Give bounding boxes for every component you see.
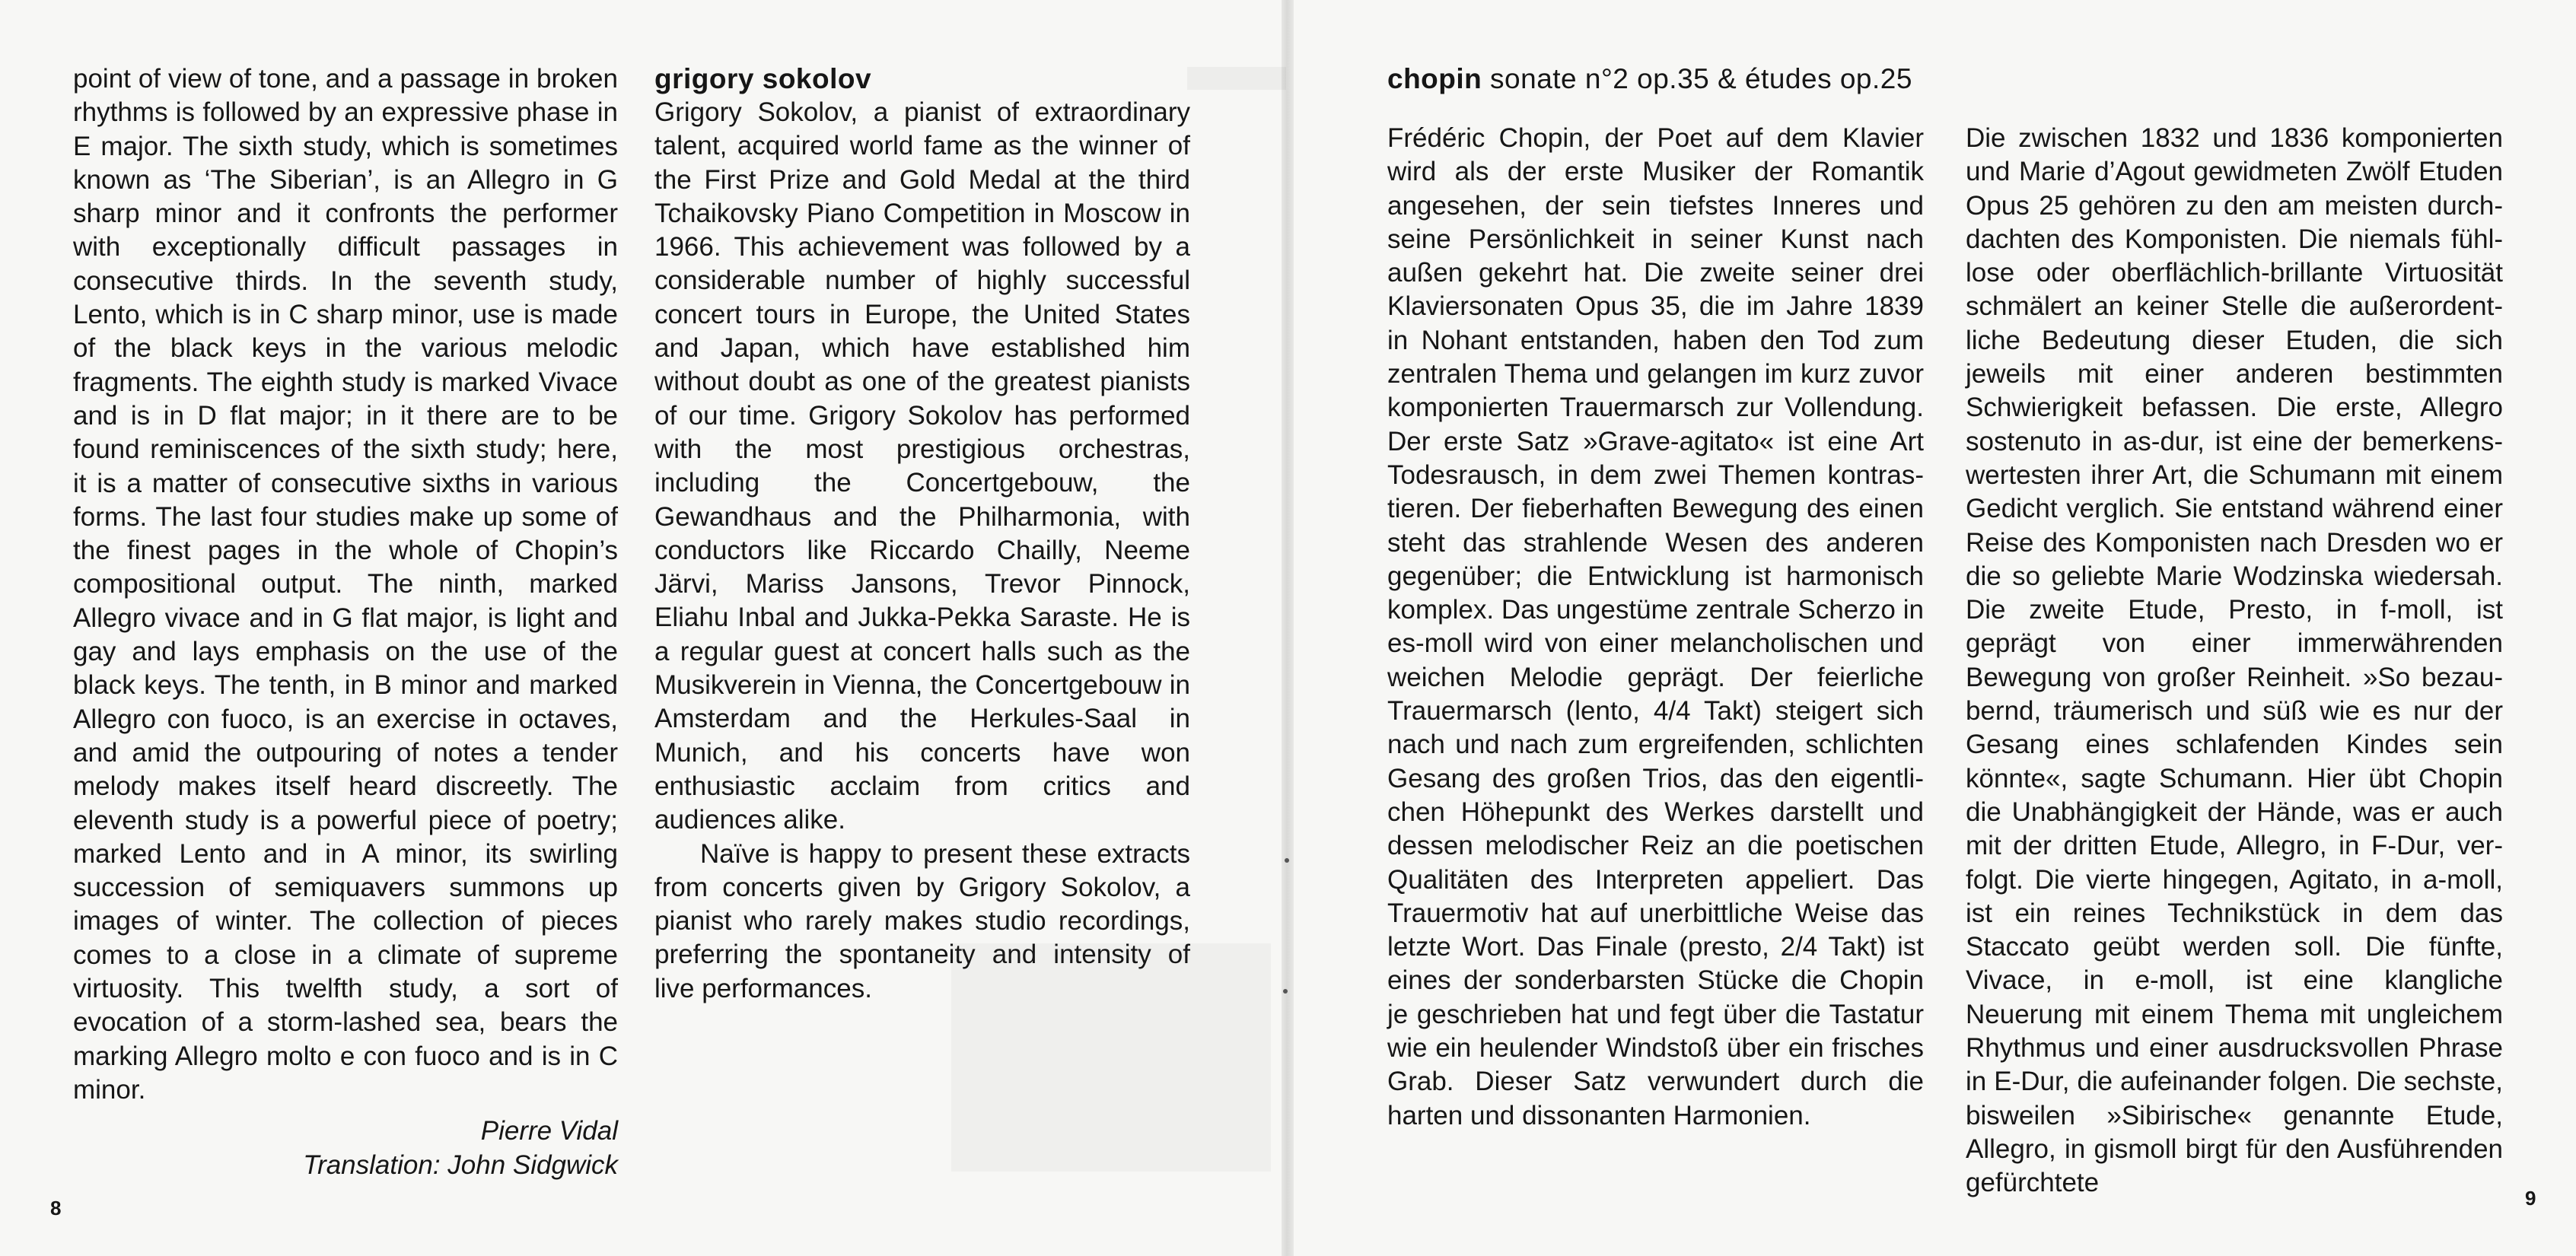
release-note-paragraph: Naïve is happy to present these extracts from concerts given by Grigory Sokolov, a pianist who rarely makes studio recordings, preferring the spontaneity and intensity of live performances. [654, 838, 1190, 1003]
page-title-works: sonate n°2 op.35 & études op.25 [1482, 63, 1912, 94]
margin-mark [1285, 858, 1289, 863]
english-essay-paragraph: point of view of tone, and a passage in broken rhythms is followed by an expressive phase in E major. The sixth study, which is sometimes known as ‘The Siberian’, is an Allegro in G sharp minor and it confronts the performer with exceptionally difficult passages in consecutive thirds. In the seventh study, Lento, which is in C sharp minor, use is made of the black keys in the various melodic fragments. The eighth study is marked Vivace and is in D flat major; in it there are to be found reminiscences of the sixth study; here, it is a matter of consecutive sixths in various forms. The last four studies make up some of the finest pages in the whole of Chopin’s compositional output. The ninth, marked Allegro vivace and in G flat major, is light and gay and lays emphasis on the use of the black keys. The tenth, in B minor and marked Allegro con fuoco, is an exercise in octaves, and amid the outpouring of notes a tender melody makes itself heard discreetly. The eleventh study is a powerful piece of poetry; marked Lento and in A minor, its swirling succession of semiquavers summons up images of winter. The collection of pieces comes to a close in a climate of supreme virtuosity. This twelfth study, a sort of evocation of a storm-lashed sea, bears the marking Allegro molto e con fuoco and is in C minor. [73, 64, 618, 1105]
right-column-1 [1387, 122, 1924, 1133]
biography-paragraph: Grigory Sokolov, a pianist of extraordinary talent, acquired world fame as the winner of the First Prize and Gold Medal at the third Tchaikovsky Piano Competition in Moscow in 1966. This achievement was followed by a considerable number of highly successful concert tours in Europe, the United States and Japan, which have established him without doubt as one of the greatest pianists of our time. Grigory Sokolov has performed with the most prestigious orchestras, including the Concertgebouw, the Gewandhaus and the Philharmonia, with conductors like Riccardo Chailly, Neeme Järvi, Mariss Jansons, Trevor Pinnock, Eliahu Inbal and Jukka-Pekka Saraste. He is a regular guest at concert halls such as the Musikverein in Vienna, the Concertgebouw in Amsterdam and the Herkules-Saal in Munich, and his concerts have won enthusiastic acclaim from critics and audiences alike. [654, 97, 1190, 835]
left-column-1 [73, 62, 618, 1107]
author-credit: Pierre Vidal [480, 1116, 618, 1146]
page-title-composer: chopin [1387, 63, 1482, 94]
section-heading-sokolov: grigory sokolov [654, 63, 872, 94]
page-title [1387, 62, 1912, 96]
german-sonata-paragraph: Frédéric Chopin, der Poet auf dem Klavier wird als der erste Musiker der Romantik angesehen, der sein tiefstes Inneres und seine Persönlichkeit in seiner Kunst nach außen gekehrt hat. Die zweite seiner drei Klaviersonaten Opus 35, die im Jahre 1839 in Nohant entstanden, haben den Tod zum zentralen Thema und gelangen im kurz zuvor komponierten Trauermarsch zur Vollendung. Der erste Satz »Grave-agitato« ist eine Art Todesrausch, in dem zwei Themen kontrastieren. Der fieberhaften Bewegung des einen steht das strahlende Wesen des anderen gegenüber; die Entwicklung ist harmonisch komplex. Das ungestüme zentrale Scherzo in es-moll wird von einer melancholischen und weichen Melodie geprägt. Der feierliche Trauermarsch (lento, 4/4 Takt) steigert sich nach und nach zum ergreifenden, schlichten Gesang des großen Trios, das den eigentlichen Höhepunkt des Werkes darstellt und dessen melodischer Reiz an die poetischen Qualitäten des Interpreten appeliert. Das Trauermotiv hat auf unerbittliche Weise das letzte Wort. Das Finale (presto, 2/4 Takt) ist eines der sonderbarsten Stücke die Chopin je geschrieben hat und fegt über die Tastatur wie ein heulender Windstoß über ein frisches Grab. Dieser Satz verwundert durch die harten und dissonanten Harmonien. [1387, 123, 1924, 1130]
translation-credit: Translation: John Sidgwick [303, 1150, 618, 1180]
right-column-2 [1966, 122, 2503, 1200]
page-number-right: 9 [2525, 1187, 2536, 1210]
german-etudes-paragraph: Die zwischen 1832 und 1836 komponierten und Marie d’Agout gewidmeten Zwölf Etuden Opus 25 gehören zu den am meisten durchdachten des Komponisten. Die niemals fühllose oder oberflächlich-brillante Virtuosität schmälert an keiner Stelle die außerordentliche Bedeutung dieser Etuden, die sich jeweils mit einer anderen bestimmten Schwierigkeit befassen. Die erste, Allegro sostenuto in as-dur, ist eine der bemerkenswertesten ihrer Art, die Schumann mit einem Gedicht verglich. Sie entstand während einer Reise des Komponisten nach Dresden wo er die so geliebte Marie Wodzinska wiedersah. Die zweite Etude, Presto, in f-moll, ist geprägt von einer immerwährenden Bewegung von großer Reinheit. »So bezaubernd, träumerisch und süß wie es nur der Gesang eines schlafenden Kindes sein könnte«, sagte Schumann. Hier übt Chopin die Unabhängigkeit der Hände, was er auch mit der dritten Etude, Allegro, in F-Dur, verfolgt. Die vierte hingegen, Agitato, in a-moll, ist ein reines Technikstück in dem das Staccato geübt werden soll. Die fünfte, Vivace, in e-moll, ist eine klangliche Neuerung mit einem Thema mit ungleichem Rhythmus und einer ausdrucksvollen Phrase in E-Dur, die aufeinander folgen. Die sechste, bisweilen »Sibirische« genannte Etude, Allegro, in gismoll birgt für den Ausführenden gefürchtete [1966, 123, 2503, 1198]
book-spine [1282, 0, 1294, 1256]
left-column-2 [654, 62, 1190, 1006]
margin-mark [1283, 989, 1288, 994]
page-number-left: 8 [50, 1197, 62, 1219]
bleed-through-decoration [1187, 67, 1286, 90]
